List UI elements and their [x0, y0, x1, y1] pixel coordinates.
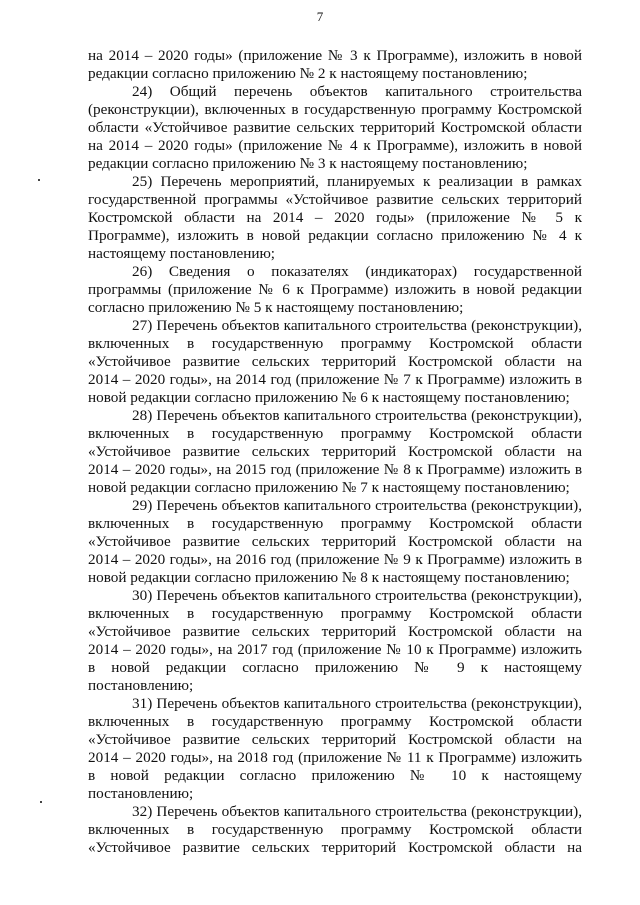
text-line: Программе), изложить в новой редакции согласно приложению № 4 к	[88, 227, 582, 244]
text-line: 2014 – 2020 годы», на 2014 год (приложение № 7 к Программе) изложить в	[88, 371, 582, 388]
text-line: «Устойчивое развитие сельских территорий Костромской области на	[88, 839, 582, 856]
text-line: «Устойчивое развитие сельских территорий Костромской области на	[88, 443, 582, 460]
document-body	[88, 47, 582, 857]
paragraph	[88, 587, 582, 695]
text-line: 2014 – 2020 годы», на 2016 год (приложение № 9 к Программе) изложить в	[88, 551, 582, 568]
paragraph	[88, 263, 582, 317]
scan-mark	[38, 179, 40, 181]
text-line: 25) Перечень мероприятий, планируемых к реализации в рамках	[132, 173, 582, 190]
text-line: включенных в государственную программу Костромской области	[88, 605, 582, 622]
text-line: программы (приложение № 6 к Программе) изложить в новой редакции	[88, 281, 582, 298]
text-line: новой редакции согласно приложению № 8 к настоящему постановлению;	[88, 569, 570, 586]
text-line: новой редакции согласно приложению № 7 к настоящему постановлению;	[88, 479, 570, 496]
text-line: на 2014 – 2020 годы» (приложение № 3 к Программе), изложить в новой	[88, 47, 582, 64]
page-number: 7	[316, 9, 324, 24]
text-line: 29) Перечень объектов капитального строительства (реконструкции),	[132, 497, 582, 514]
text-line: 27) Перечень объектов капитального строительства (реконструкции),	[132, 317, 582, 334]
text-line: 30) Перечень объектов капитального строительства (реконструкции),	[132, 587, 582, 604]
text-line: в новой редакции согласно приложению № 10 к настоящему	[88, 767, 582, 784]
text-line: в новой редакции согласно приложению № 9 к настоящему	[88, 659, 582, 676]
paragraph	[88, 317, 582, 407]
text-line: постановлению;	[88, 677, 194, 694]
text-line: «Устойчивое развитие сельских территорий Костромской области на	[88, 353, 582, 370]
paragraph	[88, 83, 582, 173]
text-line: включенных в государственную программу Костромской области	[88, 713, 582, 730]
paragraph	[88, 803, 582, 857]
text-line: включенных в государственную программу Костромской области	[88, 515, 582, 532]
text-line: 2014 – 2020 годы», на 2018 год (приложение № 11 к Программе) изложить	[88, 749, 582, 766]
text-line: согласно приложению № 5 к настоящему постановлению;	[88, 299, 464, 316]
text-line: «Устойчивое развитие сельских территорий Костромской области на	[88, 533, 582, 550]
text-line: включенных в государственную программу Костромской области	[88, 335, 582, 352]
text-line: на 2014 – 2020 годы» (приложение № 4 к Программе), изложить в новой	[88, 137, 582, 154]
text-line: 2014 – 2020 годы», на 2015 год (приложение № 8 к Программе) изложить в	[88, 461, 582, 478]
paragraph	[88, 47, 582, 83]
text-line: 2014 – 2020 годы», на 2017 год (приложение № 10 к Программе) изложить	[88, 641, 582, 658]
text-line: 31) Перечень объектов капитального строительства (реконструкции),	[132, 695, 582, 712]
text-line: (реконструкции), включенных в государственную программу Костромской	[88, 101, 582, 118]
text-line: Костромской области на 2014 – 2020 годы» (приложение № 5 к	[88, 209, 582, 226]
text-line: редакции согласно приложению № 2 к настоящему постановлению;	[88, 65, 528, 82]
paragraph	[88, 407, 582, 497]
text-line: включенных в государственную программу Костромской области	[88, 821, 582, 838]
text-line: «Устойчивое развитие сельских территорий Костромской области на	[88, 623, 582, 640]
scan-mark	[40, 801, 42, 803]
text-line: государственной программы «Устойчивое развитие сельских территорий	[88, 191, 582, 208]
paragraph	[88, 695, 582, 803]
text-line: области «Устойчивое развитие сельских территорий Костромской области	[88, 119, 582, 136]
text-line: 32) Перечень объектов капитального строительства (реконструкции),	[132, 803, 582, 820]
paragraph	[88, 173, 582, 263]
text-line: 28) Перечень объектов капитального строительства (реконструкции),	[132, 407, 582, 424]
text-line: постановлению;	[88, 785, 194, 802]
text-line: «Устойчивое развитие сельских территорий Костромской области на	[88, 731, 582, 748]
text-line: редакции согласно приложению № 3 к настоящему постановлению;	[88, 155, 528, 172]
text-line: 24) Общий перечень объектов капитального строительства	[132, 83, 582, 100]
text-line: новой редакции согласно приложению № 6 к настоящему постановлению;	[88, 389, 570, 406]
text-line: настоящему постановлению;	[88, 245, 276, 262]
text-line: 26) Сведения о показателях (индикаторах) государственной	[132, 263, 582, 280]
text-line: включенных в государственную программу Костромской области	[88, 425, 582, 442]
paragraph	[88, 497, 582, 587]
